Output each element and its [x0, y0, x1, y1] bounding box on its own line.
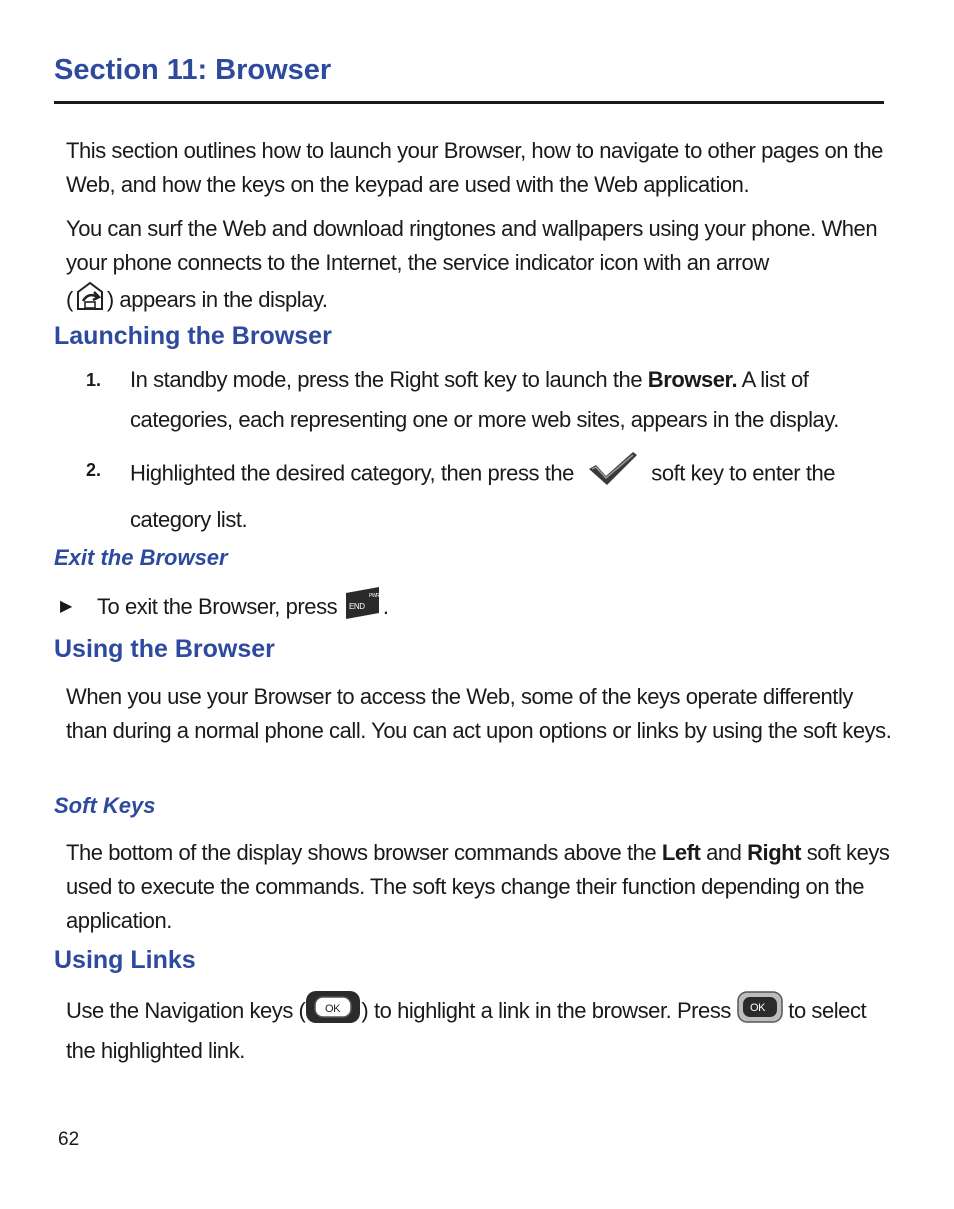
links-text-b: ) to highlight a link in the browser. Press: [361, 997, 731, 1023]
svg-text:OK: OK: [749, 1002, 765, 1014]
step-1-text: [130, 360, 890, 440]
heading-using-links: Using Links: [54, 946, 196, 974]
page-number: 62: [58, 1129, 80, 1150]
soft-keys-text-b: soft keys used to execute the commands. The soft keys change their function depending on the application.: [66, 840, 890, 933]
heading-exit-browser: Exit the Browser: [54, 545, 228, 570]
page-title: Section 11: Browser: [54, 54, 332, 86]
heading-soft-keys: Soft Keys: [54, 793, 156, 818]
step-1-number: 1.: [86, 370, 102, 390]
using-browser-paragraph: When you use your Browser to access the Web, some of the keys operate differently than during a normal phone call. You can act upon options or links by using the soft keys.: [66, 684, 892, 743]
svg-text:PWR: PWR: [368, 593, 380, 599]
intro-p2-text: You can surf the Web and download ringtones and wallpapers using your phone. When your phone connects to the Internet, the service indicator icon with an arrow: [66, 216, 878, 275]
left-label: Left: [661, 840, 701, 865]
soft-keys-text-a: The bottom of the display shows browser commands above the: [66, 840, 662, 865]
heading-launching-browser: Launching the Browser: [54, 322, 332, 350]
exit-instruction: [97, 585, 797, 631]
exit-text: To exit the Browser, press: [97, 593, 338, 619]
using-links-paragraph: [66, 990, 896, 1068]
links-text-a: Use the Navigation keys (: [66, 997, 306, 1023]
heading-using-browser: Using the Browser: [54, 635, 275, 663]
soft-keys-paragraph: [66, 836, 896, 938]
intro-p2-paren: (: [66, 286, 73, 312]
step-1-text-b: A list of categories, each representing one or more web sites, appears in the display.: [130, 367, 839, 432]
bullet-arrow-icon: ▶: [60, 598, 73, 615]
svg-text:END: END: [348, 602, 365, 611]
service-indicator-arrow-icon: [73, 280, 107, 322]
checkmark-softkey-icon: [586, 449, 640, 500]
intro-paragraph-1: This section outlines how to launch your Browser, how to navigate to other pages on the Web, and how the keys on the keypad are used with the Web application.: [66, 138, 883, 197]
title-rule: [54, 101, 884, 104]
step-2-text-a: Highlighted the desired category, then press the: [130, 460, 574, 486]
step-2-text: [130, 449, 890, 540]
svg-text:OK: OK: [325, 1003, 341, 1015]
right-label: Right: [747, 840, 802, 865]
exit-end: .: [382, 593, 389, 619]
end-key-icon: [343, 585, 383, 631]
navigation-ok-key-icon: [305, 990, 361, 1034]
step-2-text-b: soft key to enter the category list.: [130, 460, 836, 532]
intro-p2-end: ) appears in the display.: [106, 286, 328, 312]
soft-keys-and: and: [700, 840, 748, 865]
step-2-number: 2.: [86, 460, 102, 480]
browser-label: Browser.: [647, 367, 738, 392]
ok-key-icon: [737, 991, 783, 1033]
links-text-c: to select the highlighted link.: [66, 997, 867, 1063]
intro-paragraph-2: [66, 212, 896, 322]
step-1-text-a: In standby mode, press the Right soft key to launch the: [130, 367, 648, 392]
